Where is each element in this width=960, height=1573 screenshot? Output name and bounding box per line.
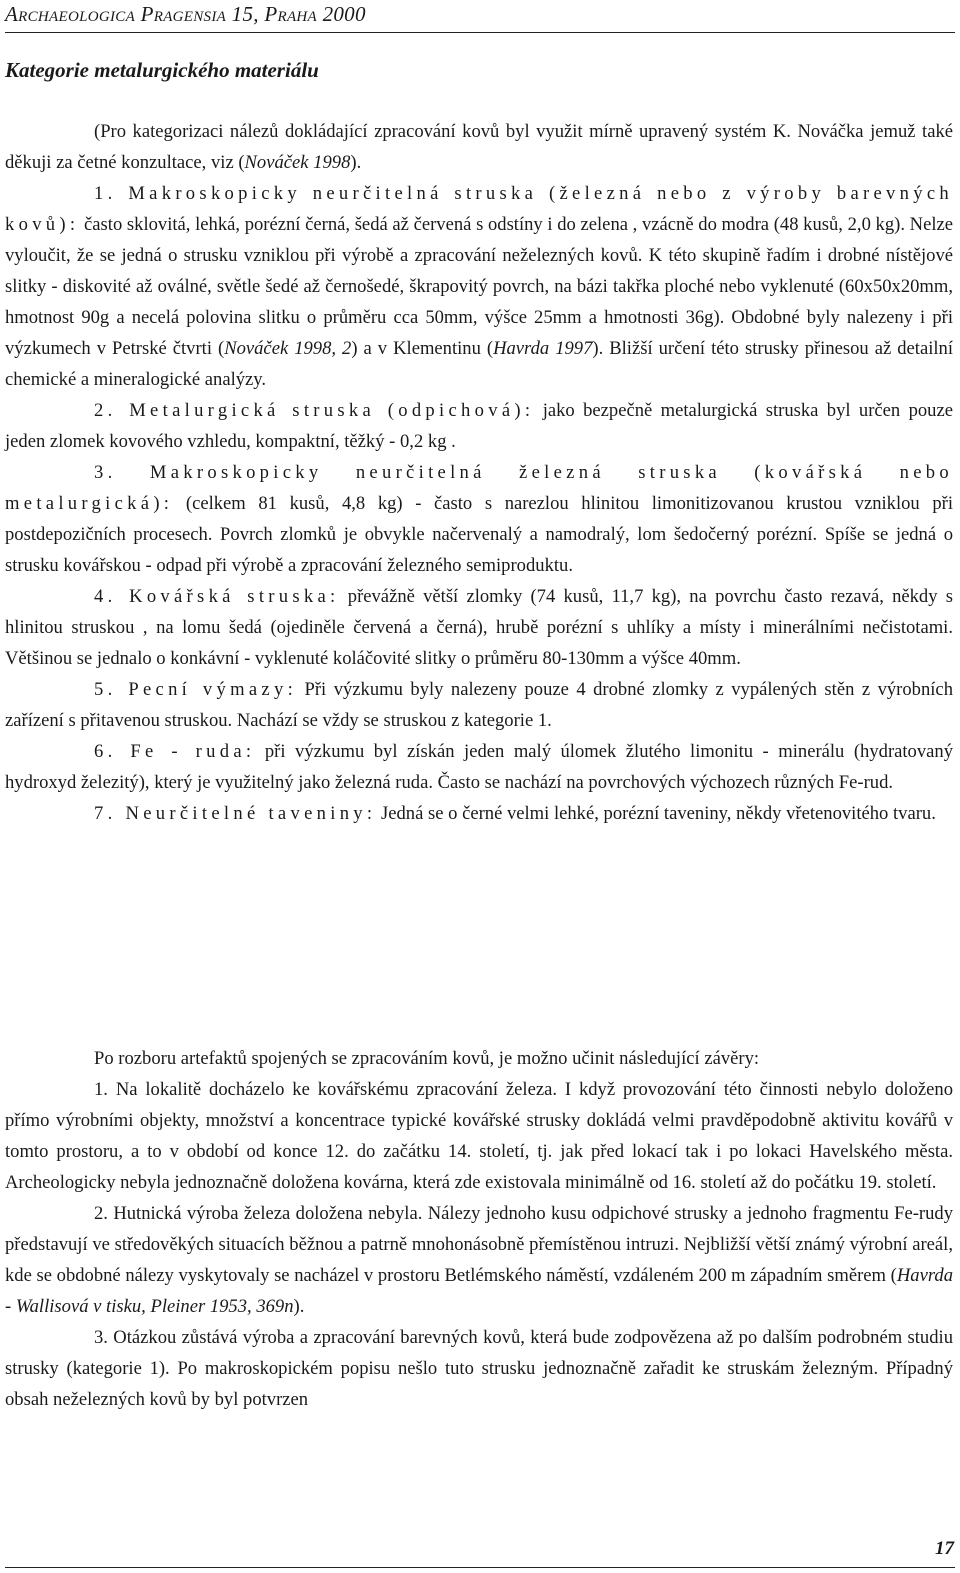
category-7 xyxy=(5,798,953,829)
intro-text: (Pro kategorizaci nálezů dokládající zpracování kovů byl využit mírně upravený systém K. Nováčka jemuž také děkuji za četné konzultace, viz ( xyxy=(5,121,953,173)
intro-citation: Nováček 1998 xyxy=(244,152,351,173)
category-text: často sklovitá, lehká, porézní černá, šedá až červená s odstíny i do zelena , vzácně do modra (48 kusů, 2,0 kg). Nelze vyloučit, že se jedná o strusku vzniklou při výrobě a zpracování neželezných kovů. K této skupině řadím i drobné nístějové slitky - diskovité až oválné, světle šedé až černošedé, škrapovitý povrch, na bázi takřka ploché nebo vyklenuté (60x50x20mm, hmotnost 90g a necelá polovina slitku o průměru cca 50mm, výšce 25mm a hmotnosti 36g). Obdobné byly nalezeny i při výzkumech v Petrské čtvrti ( xyxy=(5,214,953,359)
footer-rule xyxy=(5,1567,955,1568)
conclusion-text: 2. Hutnická výroba železa doložena nebyla. Nálezy jednoho kusu odpichové strusky a jednoho fragmentu Fe-rudy představují ve středověkých situacích běžnou a patrně mnohonásobně přemístěnou intruzi. Nejbližší větší známý výrobní areál, kde se obdobné nálezy vyskytovaly se nacházel v prostoru Betlémského náměstí, vzdáleném 200 m západním směrem ( xyxy=(5,1203,953,1286)
category-text: převážně větší zlomky (74 kusů, 11,7 kg), na povrchu často rezavá, někdy s hlinitou struskou , na lomu šedá (ojediněle červená a černá), hrubě porézní s uhlíky a místy i minerálními nečistotami. Většinou se jednalo o konkávní - vyklenuté koláčovité slitky o průměru 80-130mm a výšce 40mm. xyxy=(5,586,954,669)
citation: Havrda 1997 xyxy=(493,338,593,359)
category-label: 5. Pecní výmazy: xyxy=(94,679,298,700)
intro-text-end: ). xyxy=(350,152,362,173)
category-label: 1. Makroskopicky neurčitelná struska (železná nebo z výroby barevných kovů): xyxy=(5,183,953,235)
section-title: Kategorie metalurgického materiálu xyxy=(5,58,319,82)
category-text: (celkem 81 kusů, 4,8 kg) - často s narezlou hlinitou limonitizovanou krustou vzniklou při postdepozičních procesech. Povrch zlomků je obvykle načervenalý a namodralý, lom šedočerný porézní. Spíše se jedná o strusku kovářskou - odpad při výrobě a zpracování železného semiproduktu. xyxy=(5,493,953,576)
citation: Havrda - Wallisová v tisku, Pleiner 1953, 369n xyxy=(5,1265,953,1317)
category-text: ) a v Klementinu ( xyxy=(351,338,494,359)
citation: Nováček 1998, 2 xyxy=(224,338,352,359)
category-text: ). Bližší určení této strusky přinesou až detailní chemické a mineralogické analýzy. xyxy=(5,338,954,390)
category-text: jako bezpečně metalurgická struska byl určen pouze jeden zlomek kovového vzhledu, kompaktní, těžký - 0,2 kg . xyxy=(5,400,953,452)
header-rule xyxy=(5,32,955,33)
running-header: Archaeologica Pragensia 15, Praha 2000 xyxy=(5,2,366,26)
conclusion-3: 3. Otázkou zůstává výroba a zpracování barevných kovů, která bude zodpovězena až po dalším podrobném studiu strusky (kategorie 1). Po makroskopickém popisu nešlo tuto strusku jednoznačně zařadit ke struskám železným. Případný obsah neželezných kovů by byl potvrzen xyxy=(5,1327,953,1410)
category-text: Při výzkumu byly nalezeny pouze 4 drobné zlomky z vypálených stěn z výrobních zařízení s přitavenou struskou. Nachází se vždy se struskou z kategorie 1. xyxy=(5,679,953,731)
category-label: 3. Makroskopicky neurčitelná železná struska (kovářská nebo metalurgická): xyxy=(5,462,953,514)
category-3 xyxy=(5,457,953,581)
category-label: 4. Kovářská struska: xyxy=(94,586,340,607)
category-1 xyxy=(5,178,953,395)
conclusions-block xyxy=(5,1043,953,1415)
category-text: Jedná se o černé velmi lehké, porézní taveniny, někdy vřetenovitého tvaru. xyxy=(376,803,936,824)
category-5 xyxy=(5,674,953,736)
conclusion-text-end: ). xyxy=(293,1296,305,1317)
page-number: 17 xyxy=(935,1538,954,1559)
category-6 xyxy=(5,736,953,798)
category-2 xyxy=(5,395,953,457)
category-text: při výzkumu byl získán jeden malý úlomek žlutého limonitu - minerálu (hydratovaný hydroxyd železitý), který je využitelný jako železná ruda. Často se nachází na povrchových výchozech různých Fe-rud. xyxy=(5,741,953,793)
conclusion-1: 1. Na lokalitě docházelo ke kovářskému zpracování železa. I když provozování této činnosti nebylo doloženo přímo výrobními objekty, množství a koncentrace typické kovářské strusky dokládá velmi pravděpodobně aktivitu kovářů v tomto prostoru, a to v období od konce 12. do začátku 14. století, tj. jak před lokací tak i po lokaci Havelského města. Archeologicky nebyla jednoznačně doložena kovárna, která zde existovala minimálně od 16. století až do počátku 19. století. xyxy=(5,1079,953,1193)
category-label: 7. Neurčitelné taveniny: xyxy=(94,803,377,824)
intro-paragraph xyxy=(5,116,953,178)
category-label: 6. Fe - ruda: xyxy=(94,741,256,762)
conclusion-2 xyxy=(5,1198,953,1322)
category-label: 2. Metalurgická struska (odpichová): xyxy=(94,400,535,421)
category-4 xyxy=(5,581,953,674)
conclusions-intro: Po rozboru artefaktů spojených se zpracováním kovů, je možno učinit následující závěry: xyxy=(94,1048,760,1069)
categories-block xyxy=(5,116,953,829)
